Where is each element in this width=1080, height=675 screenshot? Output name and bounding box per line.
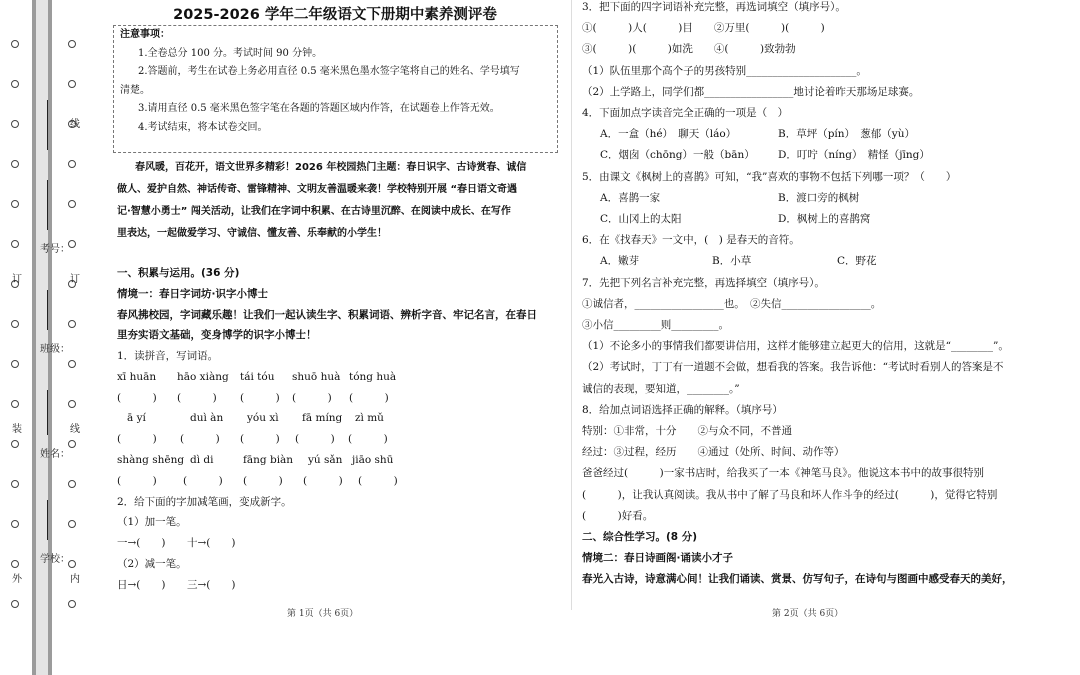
answer-blank[interactable]: ( ) [180, 433, 220, 446]
right-column [582, 0, 1072, 591]
blank-row [117, 429, 567, 450]
answer-blank[interactable]: ( ) [177, 391, 217, 404]
q4-options [582, 145, 1072, 166]
question-1: 1．读拼音，写词语。 [117, 350, 219, 363]
q8-passage[interactable]: 爸爸经过( )一家书店时，给我买了一本《神笔马良》。他说这本书中的故事很特别 [582, 467, 984, 480]
page-footer-1: 第 1页（共 6页） [287, 609, 359, 619]
gutter-label-xingming: 姓名： [40, 449, 70, 460]
intro-paragraph [117, 157, 557, 245]
pinyin: dì di [190, 454, 214, 467]
q5-option[interactable]: B．渡口旁的枫树 [778, 191, 860, 204]
notice-item: 1.全卷总分 100 分。考试时间 90 分钟。 [138, 47, 323, 59]
scene-2-desc: 春光入古诗，诗意满心间！让我们诵读、赏景、仿写句子，在诗句与图画中感受春天的美好， [582, 573, 1013, 586]
pinyin: xī huān [117, 370, 157, 383]
answer-blank[interactable]: ( ) [349, 391, 389, 404]
intro-line: 做人、爱护自然、神话传奇、雷锋精神、文明友善温暖来袭！学校特别开展 “春日语文奇遇 [117, 184, 518, 195]
gutter-line [47, 100, 48, 150]
gutter-line [47, 390, 48, 435]
answer-blank[interactable]: ( ) [240, 433, 280, 446]
q7-sentence[interactable]: （1）不论多小的事情我们都要讲信用，这样才能够建立起更大的信用，这就是“________”。 [582, 340, 1009, 353]
notice-item: 4.考试结束，将本试卷交回。 [138, 121, 268, 133]
question-4: 4．下面加点字读音完全正确的一项是（ ） [582, 107, 789, 120]
pinyin: zì mǔ [355, 412, 384, 425]
pinyin: duì àn [190, 412, 224, 425]
answer-blank[interactable]: ( ) [183, 474, 223, 487]
q2-add-heading: （1）加一笔。 [117, 516, 187, 529]
section-2-heading: 二、综合性学习。(8 分) [582, 531, 698, 544]
notice-heading: 注意事项： [120, 29, 170, 40]
page-footer-2: 第 2页（共 6页） [772, 609, 844, 619]
q8-definition: 特别：①非常，十分 ②与众不同，不普通 [582, 425, 792, 438]
blank-row [117, 471, 567, 492]
question-6: 6．在《找春天》一文中，( ) 是春天的音符。 [582, 234, 800, 247]
q6-option[interactable]: C．野花 [837, 255, 877, 268]
q5-option[interactable]: A．喜鹊一家 [600, 191, 661, 204]
q4-options [582, 124, 1072, 145]
exam-title: 2025-2026 学年二年级语文下册期中素养测评卷 [173, 7, 497, 23]
answer-blank[interactable]: ( ) [243, 474, 283, 487]
answer-blank[interactable]: ( ) [358, 474, 398, 487]
gutter-line [47, 180, 48, 230]
q5-options [582, 188, 1072, 209]
section-1-heading: 一、积累与运用。(36 分) [117, 267, 240, 279]
q2-add-items [117, 533, 567, 554]
q8-definition: 经过：③过程，经历 ④通过（处所、时间、动作等） [582, 446, 845, 459]
gutter-label-banji: 班级： [40, 344, 70, 355]
question-8: 8．给加点词语选择正确的解释。（填序号） [582, 403, 783, 416]
answer-blank[interactable]: ( ) [240, 391, 280, 404]
intro-line: 春风暖，百花开，语文世界多精彩！2026 年校园热门主题：春日识字、古诗赏春、诚信 [135, 162, 527, 173]
answer-blank[interactable]: ( ) [117, 391, 157, 404]
q3-row[interactable]: ③( )( )如洗 ④( )致勃勃 [582, 43, 796, 56]
q2-sub-item[interactable]: 日→( ) [117, 578, 166, 591]
answer-blank[interactable]: ( ) [117, 474, 157, 487]
intro-line: 记·智慧小勇士” 闯关活动，让我们在字词中积累、在古诗里沉醉、在阅读中成长、在写作 [117, 206, 511, 217]
notice-item: 2.答题前，考生在试卷上务必用直径 0.5 毫米黑色墨水签字笔将自己的姓名、学号填写 [138, 66, 520, 77]
q2-add-item[interactable]: 十→( ) [187, 537, 236, 550]
pinyin: tóng huà [349, 370, 397, 383]
pinyin-row [117, 450, 567, 471]
gutter-label-xian: 线 [70, 119, 80, 130]
answer-blank[interactable]: ( ) [303, 474, 343, 487]
q6-options [582, 251, 1072, 272]
pinyin: ā yí [127, 412, 146, 425]
question-2: 2．给下面的字加减笔画，变成新字。 [117, 495, 292, 508]
q4-option[interactable]: A．一盒（hé） 聊天（láo） [600, 128, 737, 141]
pinyin: yóu xì [247, 412, 279, 425]
q2-sub-items [117, 575, 567, 596]
q7-row[interactable]: ①诚信者，_________________也。 ②失信_________________。 [582, 297, 882, 310]
gutter-label-nei: 内 [70, 574, 80, 585]
gutter-line [47, 290, 48, 330]
q2-sub-heading: （2）减一笔。 [117, 557, 187, 570]
pinyin: fāng biàn [243, 454, 294, 467]
answer-blank[interactable]: ( ) [117, 433, 157, 446]
left-column [117, 263, 567, 596]
blank-row [117, 388, 567, 409]
pinyin-row [117, 367, 567, 388]
gutter-label-zhuang: 装 [12, 424, 22, 435]
notice-item: 3.请用直径 0.5 毫米黑色签字笔在各题的答题区域内作答，在试题卷上作答无效。 [138, 103, 500, 114]
pinyin: tái tóu [240, 370, 275, 383]
q7-sentence[interactable]: （2）考试时，丁丁有一道题不会做，想看我的答案。我告诉他：“考试时看别人的答案是不 [582, 361, 1004, 374]
scene-2-heading: 情境二：春日诗画阁·诵读小才子 [582, 552, 733, 565]
q2-sub-item[interactable]: 三→( ) [187, 578, 236, 591]
gutter-label-ding2: 订 [70, 274, 80, 285]
notice-box [113, 25, 558, 153]
answer-blank[interactable]: ( ) [292, 391, 332, 404]
gutter-label-wai: 外 [12, 574, 22, 585]
pinyin: fā míng [302, 412, 343, 425]
pinyin-row [117, 408, 567, 429]
q4-option[interactable]: D．叮咛（níng） 精怪（jīng） [778, 149, 930, 162]
notice-item: 清楚。 [120, 84, 150, 96]
gutter-line [47, 500, 48, 540]
answer-blank[interactable]: ( ) [295, 433, 335, 446]
q2-add-item[interactable]: 一→( ) [117, 537, 166, 550]
intro-line: 里表达，一起做爱学习、守诚信、懂友善、乐奉献的小学生！ [117, 228, 387, 239]
q3-sentence[interactable]: （1）队伍里那个高个子的男孩特别_____________________。 [582, 64, 867, 77]
pinyin: shuō huà [292, 370, 341, 383]
q8-passage[interactable]: ( )，让我认真阅读。我从书中了解了马良和坏人作斗争的经过( )，觉得它特别 [582, 488, 998, 501]
q8-passage[interactable]: ( )好看。 [582, 509, 654, 522]
q3-row[interactable]: ①( )人( )目 ②万里( )( ) [582, 22, 825, 35]
pinyin: jiāo shū [352, 454, 394, 467]
pinyin: yú sǎn [308, 454, 343, 467]
q6-option[interactable]: B．小草 [712, 255, 752, 268]
gutter-label-ding: 订 [12, 274, 22, 285]
gutter-label-xian2: 线 [70, 424, 80, 435]
question-5: 5．由课文《枫树上的喜鹊》可知，“我”喜欢的事物不包括下列哪一项？（ ） [582, 170, 957, 183]
pinyin: shàng shēng [117, 454, 185, 467]
gutter-label-xuexiao: 学校： [40, 554, 70, 565]
question-7: 7．先把下列名言补充完整，再选择填空（填序号）。 [582, 276, 825, 289]
q5-options [582, 209, 1072, 230]
scene-1-desc: 春风拂校园，字词藏乐趣！让我们一起认读生字、积累词语、辨析字音、牢记名言，在春日 [117, 308, 537, 321]
q4-option[interactable]: B．草坪（pín） 葱郁（yù） [778, 128, 916, 141]
q7-row[interactable]: ③小信_________则_________。 [582, 319, 729, 332]
question-3: 3．把下面的四字词语补充完整，再选词填空（填序号）。 [582, 1, 846, 13]
q5-option[interactable]: C．山冈上的太阳 [600, 213, 682, 226]
gutter-label-kaohao: 考号： [40, 244, 70, 255]
pinyin: hāo xiàng [177, 370, 229, 383]
page-divider [571, 0, 572, 610]
scene-1-desc2: 里夯实语文基础，变身博学的识字小博士！ [117, 329, 317, 342]
scene-1-heading: 情境一：春日字词坊·识字小博士 [117, 287, 268, 300]
q3-sentence[interactable]: （2）上学路上，同学们都_________________地讨论着昨天那场足球赛。 [582, 85, 920, 98]
q7-sentence[interactable]: 诚信的表现，要知道，________。” [582, 382, 740, 395]
q5-option[interactable]: D．枫树上的喜鹊窝 [778, 213, 871, 226]
q6-option[interactable]: A．嫩芽 [600, 255, 640, 268]
binding-gutter [0, 0, 92, 675]
answer-blank[interactable]: ( ) [348, 433, 388, 446]
q4-option[interactable]: C．烟囱（chōng）一般（bān） [600, 149, 755, 162]
